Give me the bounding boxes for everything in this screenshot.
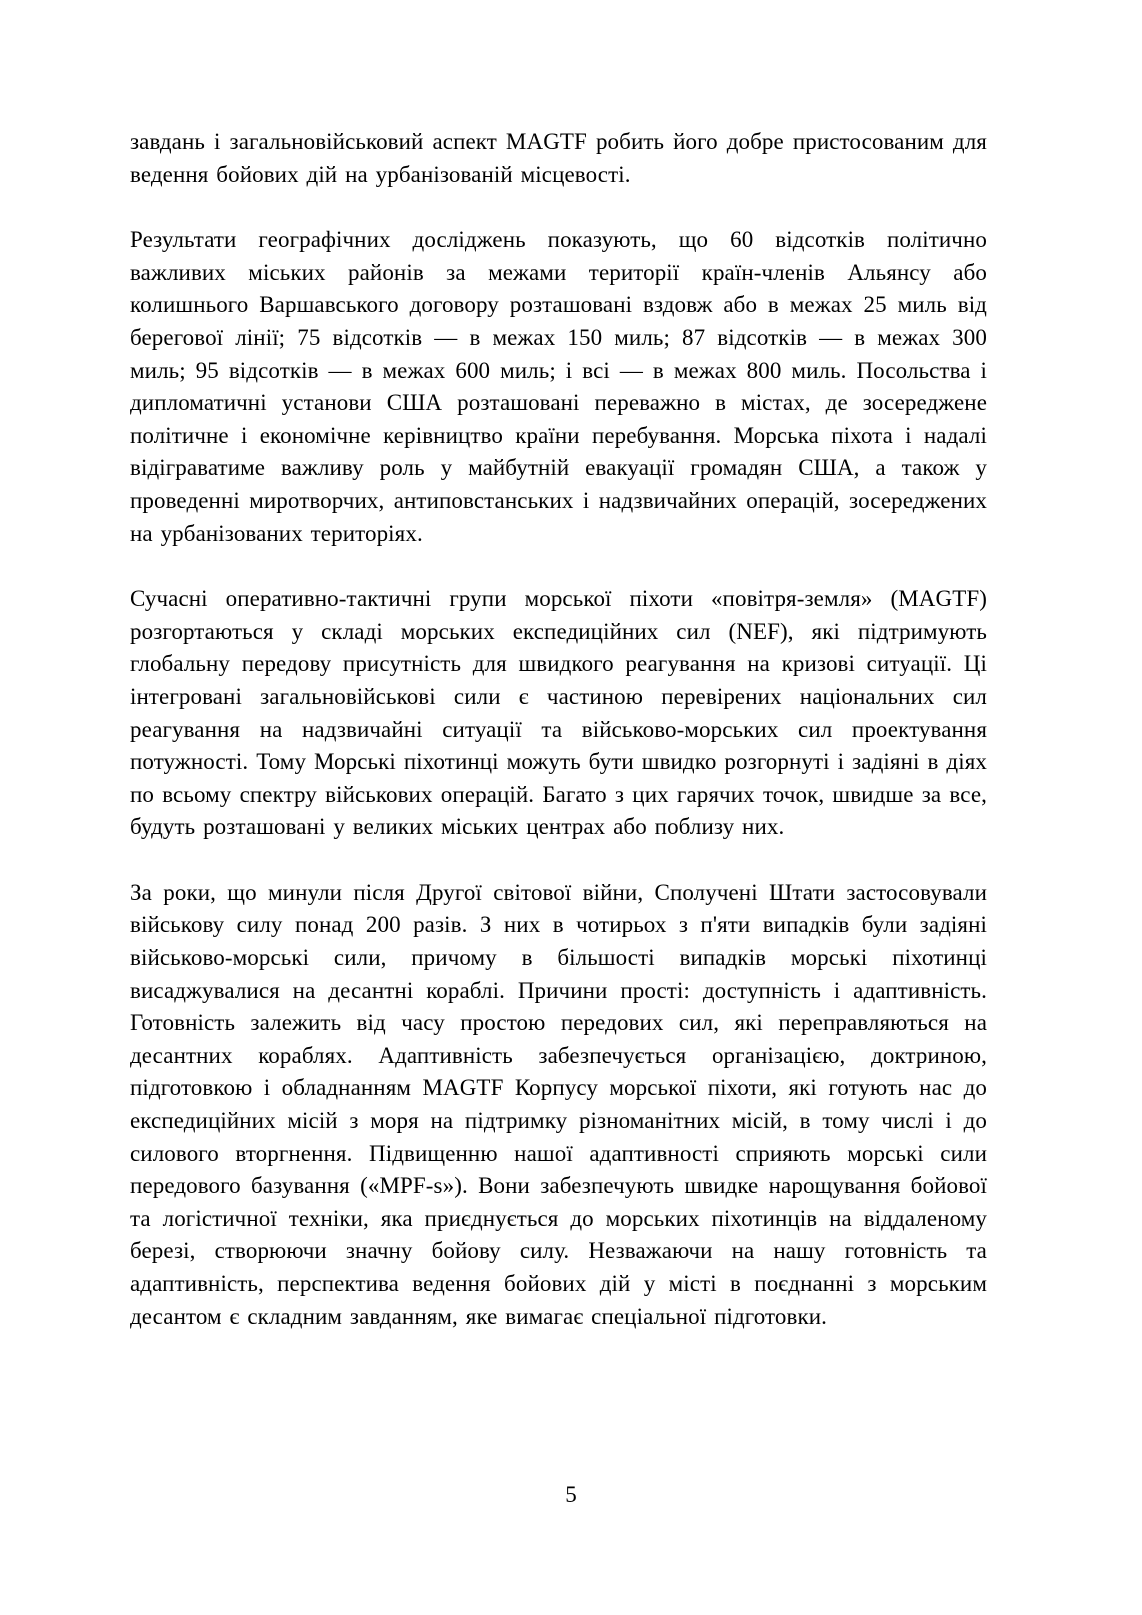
paragraph-geographic-research: Результати географічних досліджень показують, що 60 відсотків політично важливих міських районів за межами території країн-членів Альянсу або колишнього Варшавського договору розташовані вздовж або в межах 25 миль від берегової лінії; 75 відсотків — в межах 150 миль; 87 відсотків — в межах 300 миль; 95 відсотків — в межах 600 миль; і всі — в межах 800 миль. Посольства і дипломатичні установи США розташовані переважно в містах, де зосереджене політичне і економічне керівництво країни перебування. Морська піхота і надалі відіграватиме важливу роль у майбутній евакуації громадян США, а також у проведенні миротворчих, антиповстанських і надзвичайних операцій, зосереджених на урбанізованих територіях. [130,227,987,546]
paragraph-postwar-history: За роки, що минули після Другої світової війни, Сполучені Штати застосовували військову силу понад 200 разів. З них в чотирьох з п'яти випадків були задіяні військово-морські сили, причому в більшості випадків морські піхотинці висаджувалися на десантні кораблі. Причини прості: доступність і адаптивність. Готовність залежить від часу простою передових сил, які переправляються на десантних кораблях. Адаптивність забезпечується організацією, доктриною, підготовкою і обладнанням MAGTF Корпусу морської піхоти, які готують нас до експедиційних місій з моря на підтримку різноманітних місій, в тому числі і до силового вторгнення. Підвищенню нашої адаптивності сприяють морські сили передового базування («MPF-s»). Вони забезпечують швидке нарощування бойової та логістичної техніки, яка приєднується до морських піхотинців на віддаленому березі, створюючи значну бойову силу. Незважаючи на нашу готовність та адаптивність, перспектива ведення бойових дій у місті в поєднанні з морським десантом є складним завданням, яке вимагає спеціальної підготовки. [130,879,987,1329]
page-number: 5 [565,1482,577,1507]
paragraph-continuation: завдань і загальновійськовий аспект MAGTF робить його добре пристосованим для ведення бойових дій на урбанізованій місцевості. [130,129,987,187]
page-content [130,126,987,1333]
paragraph-magtf-groups: Сучасні оперативно-тактичні групи морської піхоти «повітря-земля» (MAGTF) розгортаються у складі морських експедиційних сил (NEF), які підтримують глобальну передову присутність для швидкого реагування на кризові ситуації. Ці інтегровані загальновійськові сили є частиною перевірених національних сил реагування на надзвичайні ситуації та військово-морських сил проектування потужності. Тому Морські піхотинці можуть бути швидко розгорнуті і задіяні в діях по всьому спектру військових операцій. Багато з цих гарячих точок, швидше за все, будуть розташовані у великих міських центрах або поблизу них. [130,586,987,840]
